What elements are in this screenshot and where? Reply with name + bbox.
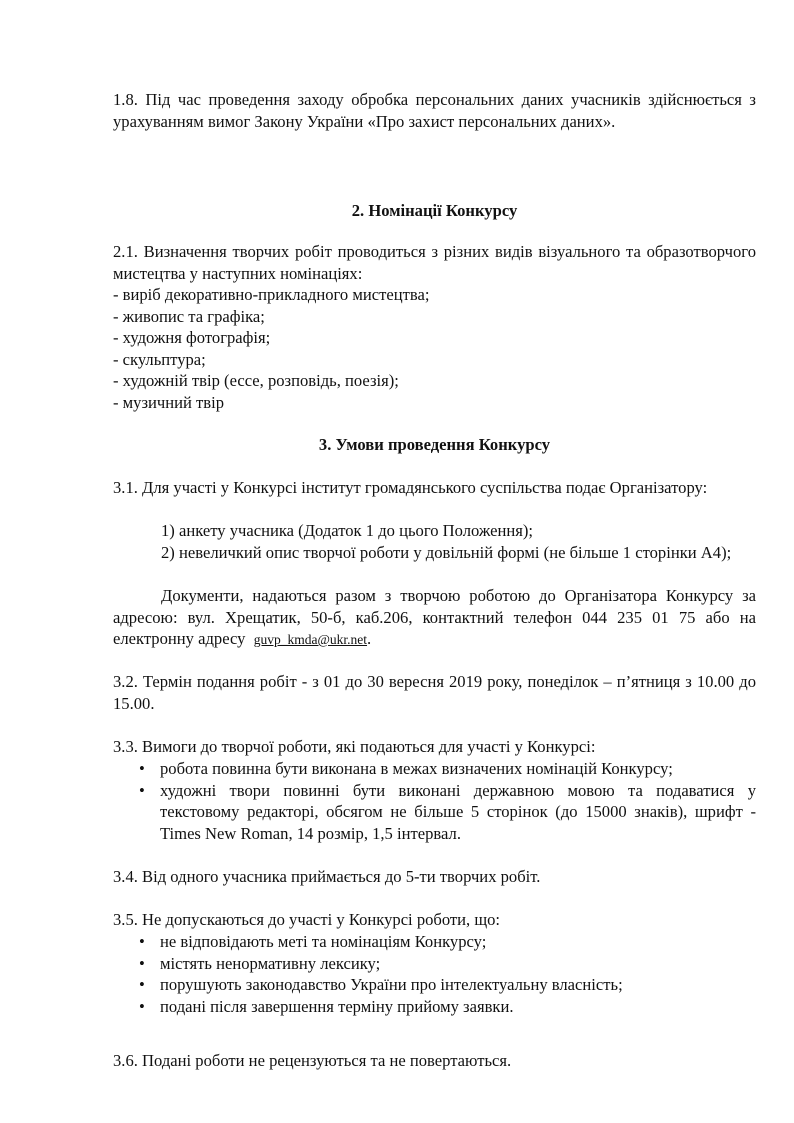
exclusions-list [135,931,756,1017]
list-item: - живопис та графіка; [113,306,265,326]
section-2-heading: 2. Номінації Конкурсу [351,201,518,220]
bullet-icon: • [139,975,145,994]
paragraph-3-2: 3.2. Термін подання робіт - з 01 до 30 вересня 2019 року, понеділок – п’ятниця з 10.00 до 15.00. [113,672,756,713]
list-item: - художній твір (ессе, розповідь, поезія); [113,371,399,390]
paragraph-1-8: 1.8. Під час проведення заходу обробка персональних даних учасників здійснюється з урахуванням вимог Закону України «Про захист персональних даних». [113,90,756,131]
list-item: - скульптура; [113,349,206,369]
bullet-icon: • [139,996,145,1016]
paragraph-3-1: 3.1. Для участі у Конкурсі інститут громадянського суспільства подає Організатору: [113,478,708,497]
list-item [135,758,756,780]
email-link[interactable]: guvp_kmda@ukr.net [253,632,368,647]
list-item [135,996,756,1018]
paragraph-2-1: 2.1. Визначення творчих робіт проводиться з різних видів візуального та образотворчого мистецтва у наступних номінаціях: [113,242,756,283]
email-suffix: . [367,629,372,648]
section-3-heading: 3. Умови проведення Конкурсу [318,435,551,454]
list-item [135,953,756,975]
bullet-icon: • [139,759,145,778]
documents-text: Документи, надаються разом з творчою роботою до Організатора Конкурсу за адресою: вул. Хрещатик, 50-б, каб.206, контактний телефон 044 235 01 75 або на електронну адресу [113,586,756,648]
list-item [135,931,756,953]
list-item-text: подані після завершення терміну прийому заявки. [160,996,514,1016]
requirements-list [135,758,756,844]
list-item-text: не відповідають меті та номінаціям Конкурсу; [160,932,487,951]
paragraph-3-5: 3.5. Не допускаються до участі у Конкурсі роботи, що: [113,910,501,929]
list-item-text: порушують законодавство України про інтелектуальну власність; [160,975,623,994]
paragraph-3-1-item-1: 1) анкету учасника (Додаток 1 до цього Положення); [161,521,534,540]
bullet-icon: • [139,953,145,973]
paragraph-3-4: 3.4. Від одного учасника приймається до 5-ти творчих робіт. [113,867,541,886]
bullet-icon: • [139,780,145,800]
list-item [135,780,756,845]
list-item-text: художні твори повинні бути виконані державною мовою та подаватися у текстовому редакторі, обсягом не більше 5 сторінок (до 15000 знаків), шрифт - Times New Roman, 14 розмір, 1,5 інтервал. [160,780,756,843]
list-item [135,974,756,996]
list-item-text: містять ненормативну лексику; [160,953,381,973]
paragraph-3-1-documents [113,585,756,651]
list-item: - виріб декоративно-прикладного мистецтва; [113,285,430,304]
bullet-icon: • [139,932,145,951]
list-item: - музичний твір [113,392,225,412]
paragraph-3-3: 3.3. Вимоги до творчої роботи, які подаються для участі у Конкурсі: [113,737,596,756]
paragraph-3-1-item-2: 2) невеличкий опис творчої роботи у довільній формі (не більше 1 сторінки А4); [161,543,732,562]
list-item: - художня фотографія; [113,328,271,347]
nominations-list [113,284,756,413]
paragraph-3-6: 3.6. Подані роботи не рецензуються та не повертаються. [113,1051,512,1070]
list-item-text: робота повинна бути виконана в межах визначених номінацій Конкурсу; [160,759,673,778]
